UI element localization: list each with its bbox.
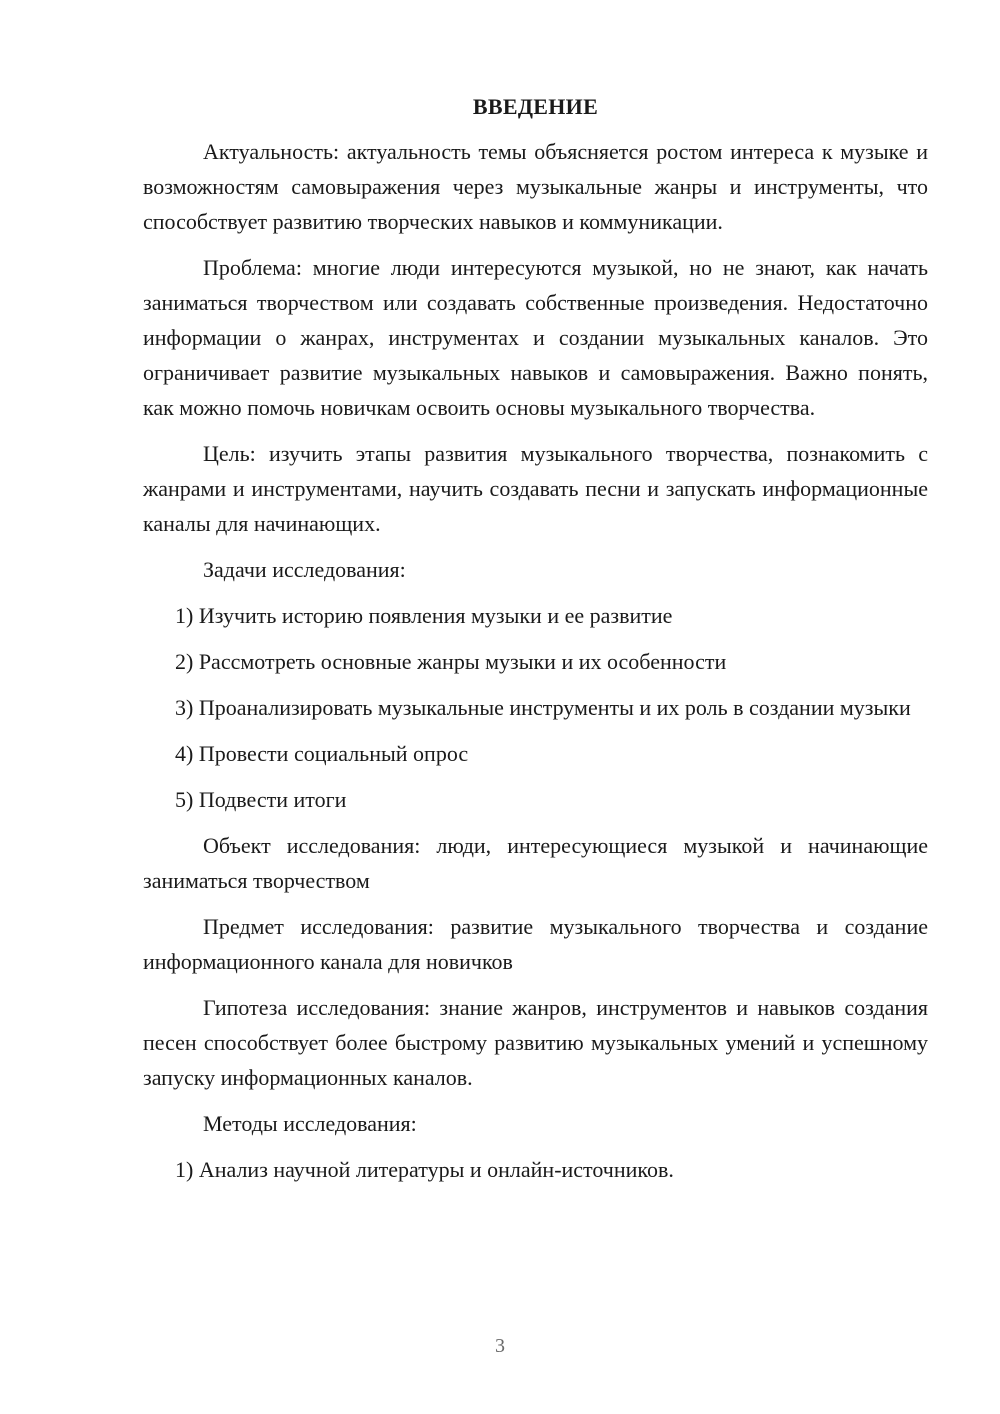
- method-item-1: 1) Анализ научной литературы и онлайн-источников.: [175, 1157, 674, 1182]
- task-item-4: 4) Провести социальный опрос: [175, 741, 469, 766]
- tasks-title: Задачи исследования:: [203, 557, 406, 582]
- goal-paragraph: Цель: изучить этапы развития музыкального творчества, познакомить с жанрами и инструментами, научить создавать песни и запускать информационные каналы для начинающих.: [143, 441, 928, 536]
- problem-paragraph: Проблема: многие люди интересуются музыкой, но не знают, как начать заниматься творчеством или создавать собственные произведения. Недостаточно информации о жанрах, инструментах и создании музыкальных каналов. Это ограничивает развитие музыкальных навыков и самовыражения. Важно понять, как можно помочь новичкам освоить основы музыкального творчества.: [143, 255, 928, 420]
- subject-paragraph: Предмет исследования: развитие музыкального творчества и создание информационного канала для новичков: [143, 914, 928, 974]
- task-item-5: 5) Подвести итоги: [175, 787, 347, 812]
- task-item-1: 1) Изучить историю появления музыки и ее развитие: [175, 603, 673, 628]
- task-item-3: 3) Проанализировать музыкальные инструменты и их роль в создании музыки: [175, 695, 911, 720]
- relevance-paragraph: Актуальность: актуальность темы объясняется ростом интереса к музыке и возможностям самовыражения через музыкальные жанры и инструменты, что способствует развитию творческих навыков и коммуникации.: [143, 139, 928, 234]
- object-paragraph: Объект исследования: люди, интересующиеся музыкой и начинающие заниматься творчеством: [143, 833, 928, 893]
- methods-title: Методы исследования:: [203, 1111, 417, 1136]
- hypothesis-paragraph: Гипотеза исследования: знание жанров, инструментов и навыков создания песен способствует более быстрому развитию музыкальных умений и успешному запуску информационных каналов.: [143, 995, 928, 1090]
- document-page: [143, 92, 928, 1198]
- page-number: 3: [495, 1335, 505, 1357]
- task-item-2: 2) Рассмотреть основные жанры музыки и их особенности: [175, 649, 727, 674]
- page-title: ВВЕДЕНИЕ: [472, 94, 599, 119]
